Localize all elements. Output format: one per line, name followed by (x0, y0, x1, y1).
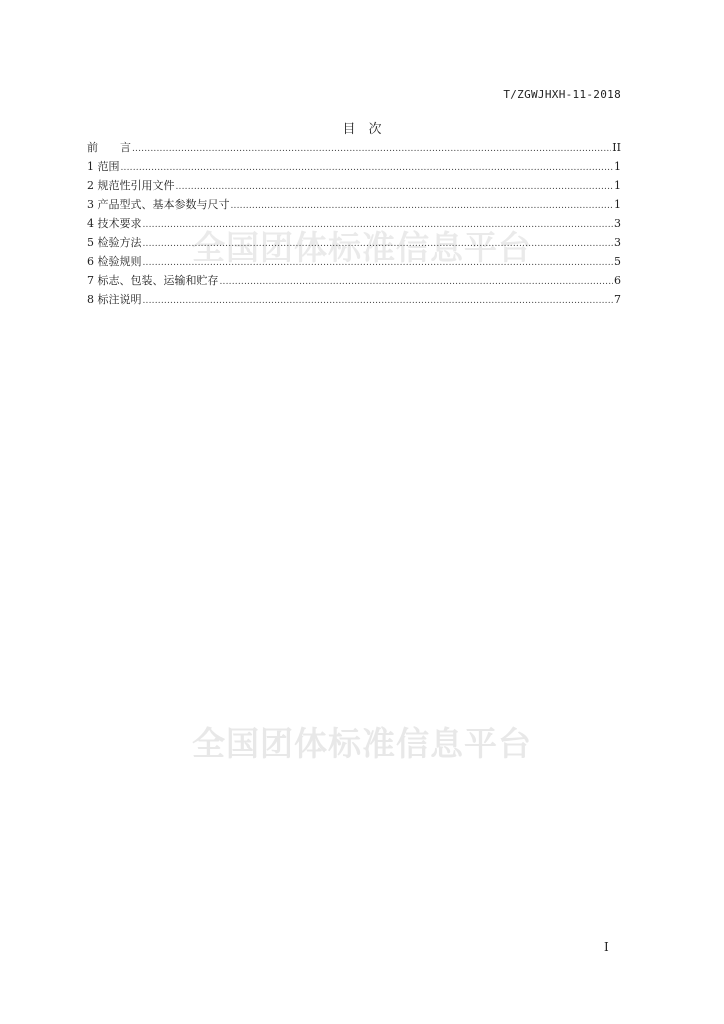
table-of-contents (87, 138, 621, 309)
toc-entry-page: 1 (614, 160, 621, 173)
toc-entry-label: 前 言 (87, 141, 131, 154)
toc-entry-technical-requirements[interactable] (87, 214, 621, 233)
dot-leader (132, 140, 611, 159)
toc-entry-foreword[interactable] (87, 138, 621, 157)
toc-title: 目 次 (342, 122, 382, 137)
toc-entry-label: 7 标志、包装、运输和贮存 (87, 274, 219, 287)
dot-leader (121, 159, 614, 178)
toc-entry-page: II (612, 141, 621, 154)
toc-entry-page: 3 (614, 217, 621, 230)
toc-entry-label: 2 规范性引用文件 (87, 179, 175, 192)
toc-entry-label: 4 技术要求 (87, 217, 142, 230)
document-code: T/ZGWJHXH-11-2018 (503, 88, 621, 101)
toc-entry-page: 1 (614, 179, 621, 192)
toc-entry-label: 8 标注说明 (87, 293, 142, 306)
dot-leader (176, 178, 614, 197)
toc-entry-label: 3 产品型式、基本参数与尺寸 (87, 198, 230, 211)
page-number: I (604, 940, 609, 954)
toc-entry-label: 1 范围 (87, 160, 120, 173)
toc-entry-page: 1 (614, 198, 621, 211)
toc-entry-page: 5 (614, 255, 621, 268)
dot-leader (143, 292, 614, 311)
toc-entry-label: 5 检验方法 (87, 236, 142, 249)
dot-leader (220, 273, 614, 292)
toc-entry-page: 3 (614, 236, 621, 249)
toc-entry-labeling-notes[interactable] (87, 290, 621, 309)
toc-entry-test-methods[interactable] (87, 233, 621, 252)
toc-entry-marking-packaging[interactable] (87, 271, 621, 290)
toc-entry-product-types[interactable] (87, 195, 621, 214)
toc-entry-normative-references[interactable] (87, 176, 621, 195)
toc-entry-page: 6 (614, 274, 621, 287)
watermark-text: 全国团体标准信息平台 (192, 228, 532, 267)
dot-leader (143, 216, 614, 235)
toc-entry-scope[interactable] (87, 157, 621, 176)
toc-entry-page: 7 (614, 293, 621, 306)
dot-leader (231, 197, 614, 216)
dot-leader (143, 235, 614, 254)
toc-entry-inspection-rules[interactable] (87, 252, 621, 271)
watermark-text: 全国团体标准信息平台 (192, 724, 532, 763)
toc-entry-label: 6 检验规则 (87, 255, 142, 268)
